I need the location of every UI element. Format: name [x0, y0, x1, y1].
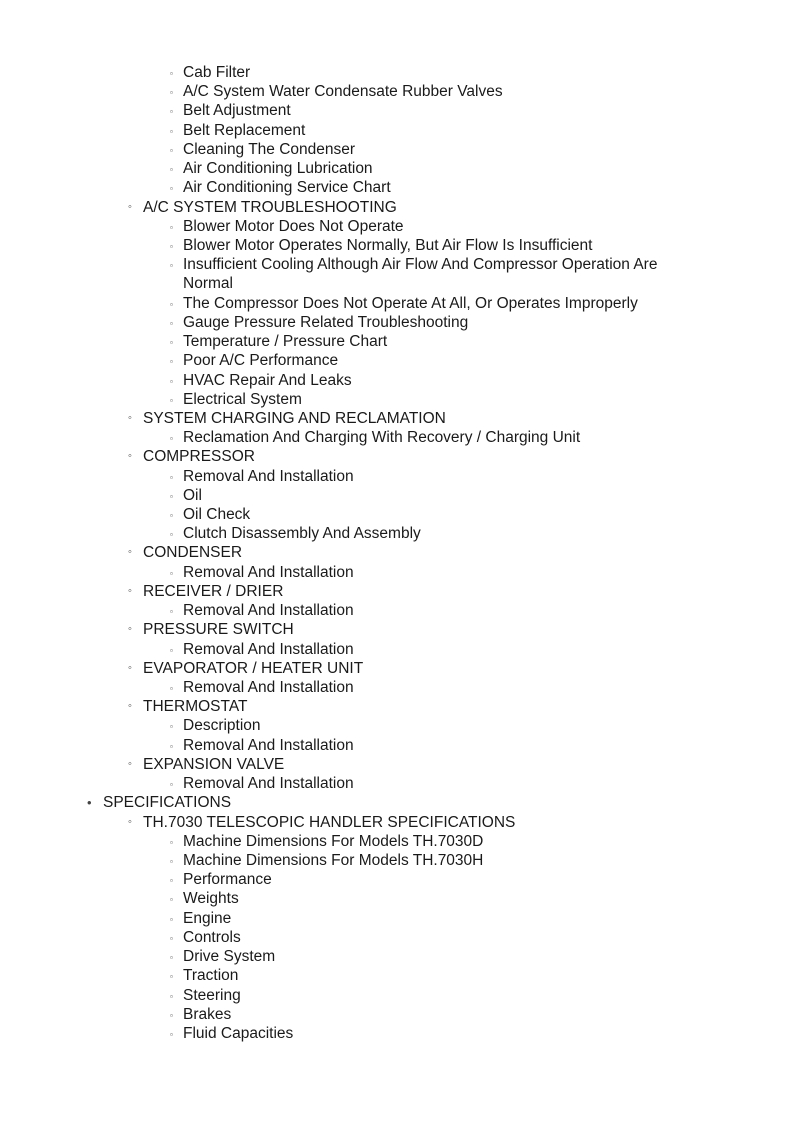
toc-item-label: SYSTEM CHARGING AND RECLAMATION	[143, 409, 446, 427]
bullet-icon: ▫	[170, 107, 173, 117]
toc-item-level-3	[0, 82, 693, 101]
toc-item-label: Cab Filter	[183, 64, 251, 81]
bullet-icon: ◦	[128, 450, 132, 463]
toc-item-level-3	[0, 986, 693, 1005]
toc-item-level-3	[0, 601, 693, 620]
bullet-icon: ▫	[170, 876, 173, 886]
toc-item-label: Machine Dimensions For Models TH.7030D	[183, 832, 484, 850]
toc-item-level-3	[0, 390, 693, 409]
toc-item-label: PRESSURE SWITCH	[143, 621, 294, 639]
toc-item-level-3	[0, 313, 693, 332]
bullet-icon: ▫	[170, 780, 173, 790]
bullet-icon: ▫	[170, 895, 173, 905]
toc-item-label: HVAC Repair And Leaks	[183, 371, 352, 389]
toc-item-label: EVAPORATOR / HEATER UNIT	[143, 659, 364, 677]
bullet-icon: ▫	[170, 357, 173, 367]
bullet-icon: ▫	[170, 222, 173, 232]
toc-item-label: Performance	[183, 871, 272, 889]
toc-item-level-3	[0, 505, 693, 524]
toc-item-level-3	[0, 217, 693, 236]
toc-item-label: Controls	[183, 928, 241, 946]
toc-item-level-3	[0, 294, 693, 313]
toc-item-level-2	[0, 659, 794, 678]
toc-item-level-3	[0, 736, 693, 755]
toc-item-label: Air Conditioning Service Chart	[183, 179, 391, 197]
toc-item-level-3	[0, 178, 693, 197]
bullet-icon: ▫	[170, 69, 173, 78]
bullet-icon: ▫	[170, 88, 173, 98]
toc-item-label: Poor A/C Performance	[183, 352, 339, 370]
bullet-icon: ▫	[170, 933, 173, 943]
toc-item-label: Oil	[183, 486, 202, 504]
toc-item-level-3	[0, 101, 693, 120]
toc-item-label: Description	[183, 717, 261, 735]
bullet-icon: ▫	[170, 338, 173, 348]
bullet-icon: ▫	[170, 145, 173, 155]
bullet-icon: ▫	[170, 991, 173, 1001]
toc-item-label: Air Conditioning Lubrication	[183, 160, 373, 178]
toc-item-label: Cleaning The Condenser	[183, 140, 356, 158]
toc-item-level-3	[0, 428, 693, 447]
toc-item-level-3	[0, 889, 693, 908]
toc-item-label: Blower Motor Does Not Operate	[183, 217, 404, 235]
bullet-icon: ◦	[128, 584, 132, 597]
bullet-icon: ▫	[170, 684, 173, 693]
bullet-icon: ▫	[170, 722, 173, 732]
toc-item-label: Reclamation And Charging With Recovery / Charging Unit	[183, 429, 581, 447]
bullet-icon: ▫	[170, 241, 173, 251]
toc-item-level-3	[0, 947, 693, 966]
toc-item-level-3	[0, 351, 693, 370]
toc-item-level-2	[0, 543, 794, 562]
bullet-icon: ▫	[170, 491, 173, 501]
toc-item-label: Drive System	[183, 948, 276, 966]
bullet-icon: ▫	[170, 376, 173, 386]
toc-item-label: Clutch Disassembly And Assembly	[183, 525, 421, 543]
toc-item-level-1	[0, 793, 794, 812]
bullet-icon: ▫	[170, 645, 173, 655]
bullet-icon: ▫	[170, 434, 173, 444]
bullet-icon: ▫	[170, 511, 173, 521]
toc-item-level-2	[0, 447, 794, 466]
toc-item-label: SPECIFICATIONS	[103, 794, 232, 812]
toc-item-level-3	[0, 832, 693, 851]
toc-item-level-2	[0, 198, 794, 217]
toc-item-label: Gauge Pressure Related Troubleshooting	[183, 313, 469, 331]
toc-item-level-2	[0, 813, 794, 832]
bullet-icon: ▫	[170, 318, 173, 328]
toc-item-level-3	[0, 467, 693, 486]
toc-item-label: A/C System Water Condensate Rubber Valves	[183, 83, 503, 101]
bullet-icon: ◦	[128, 623, 132, 636]
bullet-icon: ▫	[170, 953, 173, 963]
table-of-contents	[0, 63, 794, 1043]
bullet-icon: ▫	[170, 856, 173, 866]
toc-item-label: Removal And Installation	[183, 679, 354, 696]
toc-item-level-3	[0, 716, 693, 735]
toc-item-label: THERMOSTAT	[143, 698, 248, 716]
toc-item-label: Oil Check	[183, 506, 251, 524]
toc-item-level-3	[0, 870, 693, 889]
toc-item-label: Removal And Installation	[183, 640, 354, 658]
toc-item-label: Removal And Installation	[183, 736, 354, 754]
bullet-icon: ▫	[170, 1010, 173, 1020]
bullet-icon: ▫	[170, 395, 173, 405]
toc-item-level-3	[0, 332, 693, 351]
toc-item-label: Electrical System	[183, 390, 302, 408]
toc-item-level-3	[0, 121, 693, 140]
toc-item-label: Fluid Capacities	[183, 1024, 294, 1042]
toc-item-label: Removal And Installation	[183, 467, 354, 485]
toc-item-level-3	[0, 1005, 693, 1024]
bullet-icon: ◦	[128, 546, 132, 559]
toc-item-label: Weights	[183, 890, 239, 908]
toc-item-level-3	[0, 928, 693, 947]
toc-item-level-2	[0, 409, 794, 428]
bullet-icon: ◦	[128, 411, 132, 424]
toc-item-level-3	[0, 563, 693, 582]
toc-item-label: Traction	[183, 967, 239, 985]
bullet-icon: ▫	[170, 741, 173, 751]
bullet-icon: ▫	[170, 530, 173, 540]
toc-item-label: Removal And Installation	[183, 563, 354, 581]
toc-item-label: Belt Replacement	[183, 121, 306, 139]
toc-item-level-2	[0, 755, 794, 774]
toc-item-level-2	[0, 697, 794, 716]
toc-item-label: Temperature / Pressure Chart	[183, 333, 388, 351]
toc-item-label: A/C SYSTEM TROUBLESHOOTING	[143, 198, 397, 216]
toc-item-level-3	[0, 1024, 693, 1043]
toc-item-label: CONDENSER	[143, 544, 243, 562]
toc-item-level-3	[0, 966, 693, 985]
bullet-icon: ▫	[170, 568, 173, 578]
toc-item-level-3	[0, 63, 693, 82]
bullet-icon: ◦	[128, 661, 132, 674]
bullet-icon: ▫	[170, 184, 173, 194]
toc-item-label: Steering	[183, 986, 241, 1004]
toc-item-label: Blower Motor Operates Normally, But Air Flow Is Insufficient	[183, 236, 593, 254]
toc-item-level-3	[0, 851, 693, 870]
toc-item-level-3	[0, 486, 693, 505]
toc-item-label: COMPRESSOR	[143, 448, 255, 466]
toc-item-level-3	[0, 159, 693, 178]
bullet-icon: •	[87, 795, 92, 811]
bullet-icon: ▫	[170, 299, 173, 309]
toc-item-label: The Compressor Does Not Operate At All, Or Operates Improperly	[183, 294, 638, 312]
toc-item-level-3	[0, 524, 693, 543]
toc-item-label: RECEIVER / DRIER	[143, 582, 284, 600]
bullet-icon: ▫	[170, 472, 173, 482]
bullet-icon: ◦	[128, 200, 132, 213]
bullet-icon: ▫	[170, 837, 173, 847]
bullet-icon: ▫	[170, 1029, 173, 1039]
toc-item-level-3	[0, 678, 693, 697]
bullet-icon: ◦	[128, 757, 132, 770]
bullet-icon: ◦	[128, 815, 132, 828]
toc-item-level-3	[0, 640, 693, 659]
bullet-icon: ▫	[170, 126, 173, 136]
toc-item-level-3	[0, 255, 693, 293]
bullet-icon: ▫	[170, 972, 173, 982]
toc-item-label: Brakes	[183, 1005, 232, 1023]
toc-item-label: Insufficient Cooling Although Air Flow And Compressor Operation Are Normal	[183, 256, 658, 293]
toc-item-label: Removal And Installation	[183, 602, 354, 620]
bullet-icon: ▫	[170, 261, 173, 271]
toc-item-level-2	[0, 582, 794, 601]
bullet-icon: ▫	[170, 607, 173, 617]
toc-item-label: Machine Dimensions For Models TH.7030H	[183, 851, 484, 869]
toc-item-label: TH.7030 TELESCOPIC HANDLER SPECIFICATIONS	[143, 813, 516, 831]
toc-item-label: Engine	[183, 909, 232, 927]
bullet-icon: ◦	[128, 700, 132, 713]
bullet-icon: ▫	[170, 914, 173, 924]
toc-item-level-3	[0, 371, 693, 390]
toc-item-level-3	[0, 140, 693, 159]
bullet-icon: ▫	[170, 165, 173, 175]
toc-item-level-3	[0, 909, 693, 928]
toc-item-level-2	[0, 620, 794, 639]
toc-item-label: Belt Adjustment	[183, 102, 291, 120]
toc-item-label: EXPANSION VALVE	[143, 755, 285, 773]
toc-item-label: Removal And Installation	[183, 775, 354, 793]
toc-item-level-3	[0, 774, 693, 793]
toc-item-level-3	[0, 236, 693, 255]
